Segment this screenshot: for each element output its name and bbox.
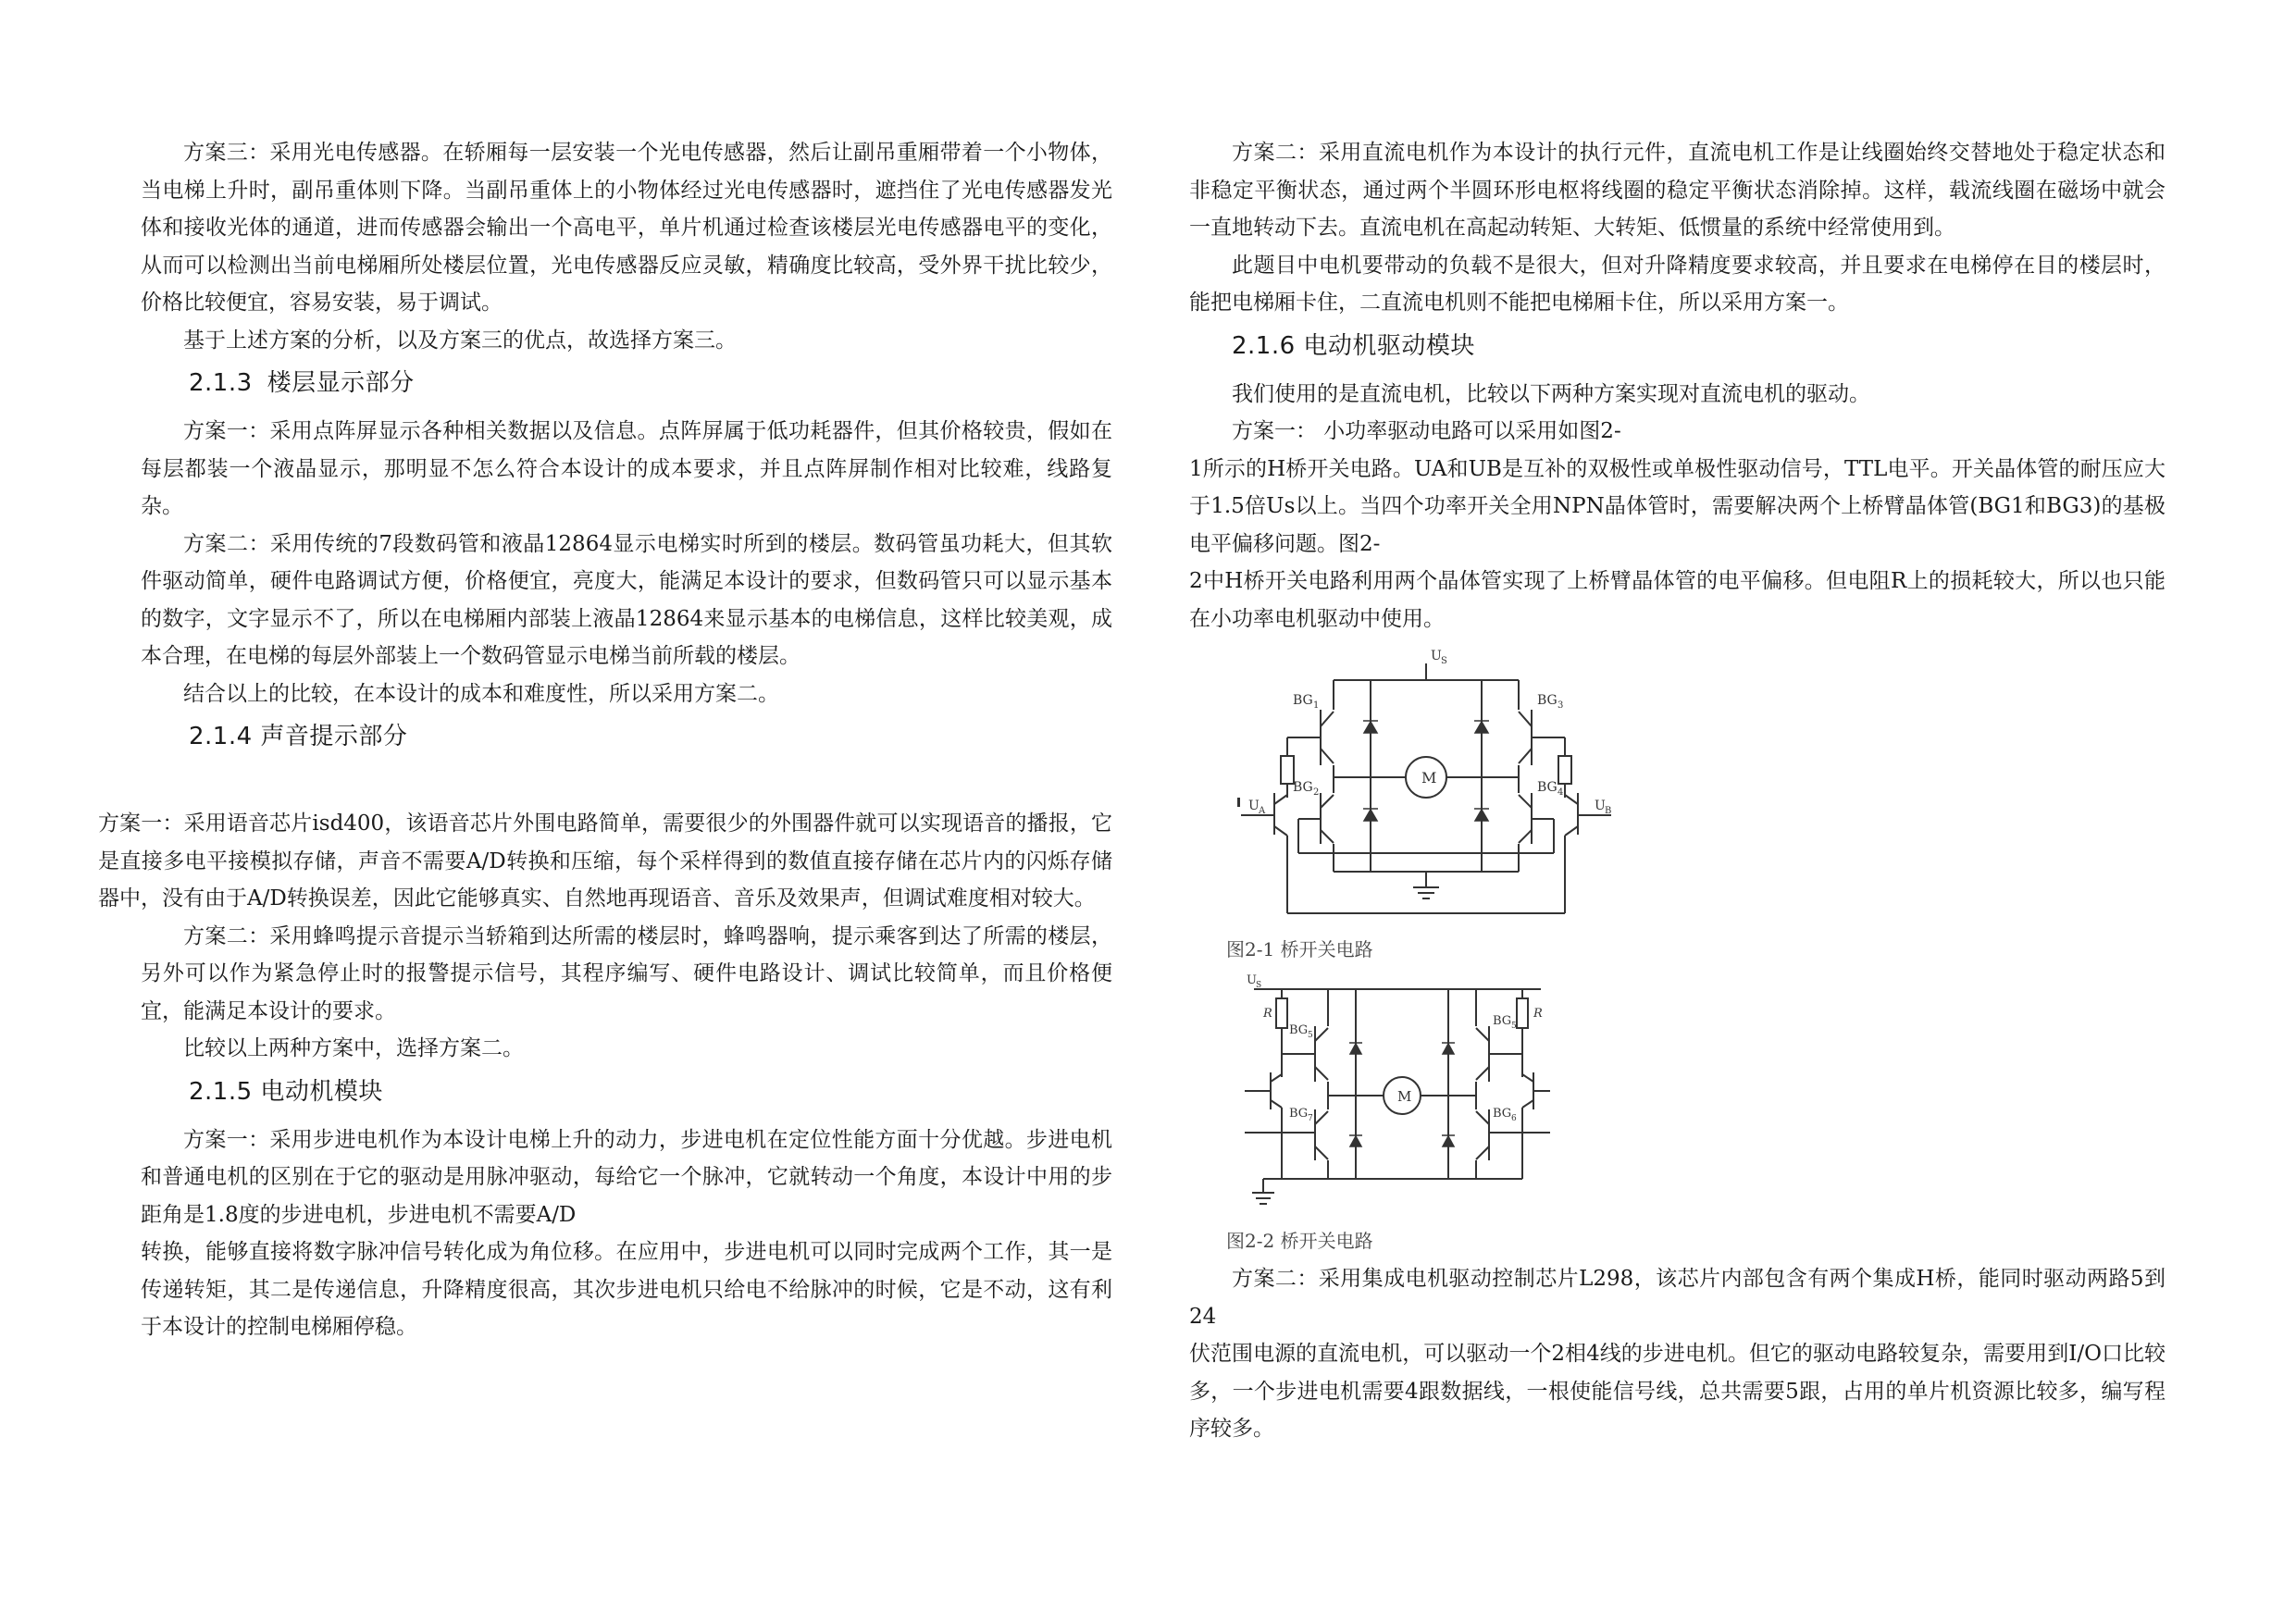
bg2-subscript: 2 xyxy=(1313,787,1320,798)
section-heading-2-1-6: 2.1.6 电动机驱动模块 xyxy=(1232,331,1475,360)
h-bridge-level-shift-circuit-diagram xyxy=(1245,971,1550,1216)
paragraph: 方案二：采用集成电机驱动控制芯片L298，该芯片内部包含有两个集成H桥，能同时驱动两路5到24 xyxy=(1189,1267,2166,1329)
section-number: 2.1.3 xyxy=(189,369,253,397)
paragraph: 方案一：采用点阵屏显示各种相关数据以及信息。点阵屏属于低功耗器件，但其价格较贵，假如在每层都装一个液晶显示，那明显不怎么符合本设计的成本要求，并且点阵屏制作相对比较难，线路复杂。 xyxy=(141,419,1112,518)
bg5-label: BG xyxy=(1289,1023,1309,1037)
paragraph: 2中H桥开关电路利用两个晶体管实现了上桥臂晶体管的电平偏移。但电阻R上的损耗较大，所以也只能在小功率电机驱动中使用。 xyxy=(1189,569,2166,631)
paragraph: 转换，能够直接将数字脉冲信号转化成为角位移。在应用中，步进电机可以同时完成两个工作，其一是传递转矩，其二是传递信息，升降精度很高，其次步进电机只给电不给脉冲的时候，它是不动，这有利于本设计的控制电梯厢停稳。 xyxy=(141,1240,1112,1339)
paragraph: 方案二：采用直流电机作为本设计的执行元件，直流电机工作是让线圈始终交替地处于稳定状态和非稳定平衡状态，通过两个半圆环形电枢将线圈的稳定平衡状态消除掉。这样，载流线圈在磁场中就会一直地转动下去。直流电机在高起动转矩、大转矩、低惯量的系统中经常使用到。 xyxy=(1189,141,2166,240)
paragraph: 方案一： 小功率驱动电路可以采用如图2- xyxy=(1232,419,1621,443)
section-title: 楼层显示部分 xyxy=(267,369,415,397)
us-label: U xyxy=(1247,973,1257,987)
bg1-subscript: 1 xyxy=(1313,700,1320,711)
section-heading-2-1-3 xyxy=(141,359,1112,413)
left-column xyxy=(98,134,1112,1346)
ua-label: U xyxy=(1248,799,1260,813)
bg3-label: BG xyxy=(1537,693,1558,708)
bg5-right-subscript: 5 xyxy=(1511,1022,1517,1031)
figure-2-1-h-bridge xyxy=(1241,645,2166,923)
bg2-label: BG xyxy=(1293,780,1313,795)
bg4-label: BG xyxy=(1537,780,1558,795)
bg5-right-label: BG xyxy=(1493,1014,1512,1028)
spacer xyxy=(141,766,1112,805)
bg7-label: BG xyxy=(1289,1107,1309,1121)
paragraph: 方案一：采用语音芯片isd400，该语音芯片外围电路简单，需要很少的外围器件就可以实现语音的播报，它是直接多电平接模拟存储，声音不需要A/D转换和压缩，每个采样得到的数值直接存储在芯片内的闪烁存储器中，没有由于A/D转换误差，因此它能够真实、自然地再现语音、音乐及效果声，但调试难度相对较大。 xyxy=(98,812,1112,911)
paragraph: 我们使用的是直流电机，比较以下两种方案实现对直流电机的驱动。 xyxy=(1232,381,1870,406)
bg6-subscript: 6 xyxy=(1511,1114,1517,1123)
section-heading-2-1-5: 2.1.5 电动机模块 xyxy=(189,1077,383,1106)
h-bridge-circuit-diagram xyxy=(1241,645,1630,923)
ua-subscript: A xyxy=(1259,806,1266,816)
paragraph: 方案一：采用步进电机作为本设计电梯上升的动力，步进电机在定位性能方面十分优越。步进电机和普通电机的区别在于它的驱动是用脉冲驱动，每给它一个脉冲，它就转动一个角度，本设计中用的步距角是1.8度的步进电机，步进电机不需要A/D xyxy=(141,1127,1112,1227)
paragraph: 伏范围电源的直流电机，可以驱动一个2相4线的步进电机。但它的驱动电路较复杂，需要用到I/O口比较多，一个步进电机需要4跟数据线，一根使能信号线，总共需要5跟，占用的单片机资源比较多，编写程序较多。 xyxy=(1189,1342,2166,1441)
bg3-subscript: 3 xyxy=(1558,700,1564,711)
paragraph: 方案二：采用蜂鸣提示音提示当轿箱到达所需的楼层时，蜂鸣器响，提示乘客到达了所需的楼层，另外可以作为紧急停止时的报警提示信号，其程序编写、硬件电路设计、调试比较简单，而且价格便宜，能满足本设计的要求。 xyxy=(141,923,1112,1023)
motor-label: M xyxy=(1397,1088,1412,1105)
paragraph: 基于上述方案的分析，以及方案三的优点，故选择方案三。 xyxy=(183,328,737,353)
ub-subscript: B xyxy=(1605,806,1612,816)
bg6-label: BG xyxy=(1493,1107,1512,1121)
bg4-subscript: 4 xyxy=(1558,787,1564,798)
figure-2-2-caption: 图2-2 桥开关电路 xyxy=(1226,1230,1373,1252)
section-heading-2-1-4: 2.1.4 声音提示部分 xyxy=(189,723,408,750)
paragraph: 此题目中电机要带动的负载不是很大，但对升降精度要求较高，并且要求在电梯停在目的楼层时，能把电梯厢卡住，二直流电机则不能把电梯厢卡住，所以采用方案一。 xyxy=(1189,253,2166,315)
bg7-subscript: 7 xyxy=(1308,1114,1313,1123)
r-left-label: R xyxy=(1263,1007,1272,1021)
paragraph: 比较以上两种方案中，选择方案二。 xyxy=(183,1036,524,1060)
us-label: U xyxy=(1431,649,1442,663)
paragraph: 方案三：采用光电传感器。在轿厢每一层安装一个光电传感器，然后让副吊重厢带着一个小物体，当电梯上升时，副吊重体则下降。当副吊重体上的小物体经过光电传感器时，遮挡住了光电传感器发光体和接收光体的通道，进而传感器会输出一个高电平，单片机通过检查该楼层光电传感器电平的变化，从而可以检测出当前电梯厢所处楼层位置，光电传感器反应灵敏，精确度比较高，受外界干扰比较少，价格比较便宜，容易安装，易于调试。 xyxy=(141,141,1112,315)
paragraph: 1所示的H桥开关电路。UA和UB是互补的双极性或单极性驱动信号，TTL电平。开关晶体管的耐压应大于1.5倍Us以上。当四个功率开关全用NPN晶体管时，需要解决两个上桥臂晶体管(BG1和BG3)的基极电平偏移问题。图2- xyxy=(1189,456,2166,556)
bg1-label: BG xyxy=(1293,693,1313,708)
ub-label: U xyxy=(1595,799,1606,813)
figure-2-2-h-bridge xyxy=(1245,971,2166,1216)
paragraph: 方案二：采用传统的7段数码管和液晶12864显示电梯实时所到的楼层。数码管虽功耗大，但其软件驱动简单，硬件电路调试方便，价格便宜，亮度大，能满足本设计的要求，但数码管只可以显示基本的数字，文字显示不了，所以在电梯厢内部装上液晶12864来显示基本的电梯信息，这样比较美观，成本合理，在电梯的每层外部装上一个数码管显示电梯当前所载的楼层。 xyxy=(141,531,1112,668)
us-subscript: S xyxy=(1256,981,1262,990)
r-right-label: R xyxy=(1533,1007,1543,1021)
figure-2-1-caption: 图2-1 桥开关电路 xyxy=(1226,938,1373,960)
paragraph: 结合以上的比较，在本设计的成本和难度性，所以采用方案二。 xyxy=(183,681,779,706)
stray-mark xyxy=(1237,798,1240,807)
bg5-subscript: 5 xyxy=(1308,1031,1313,1040)
motor-label: M xyxy=(1421,769,1437,787)
us-subscript: S xyxy=(1441,656,1447,666)
right-column xyxy=(1189,134,2166,1448)
